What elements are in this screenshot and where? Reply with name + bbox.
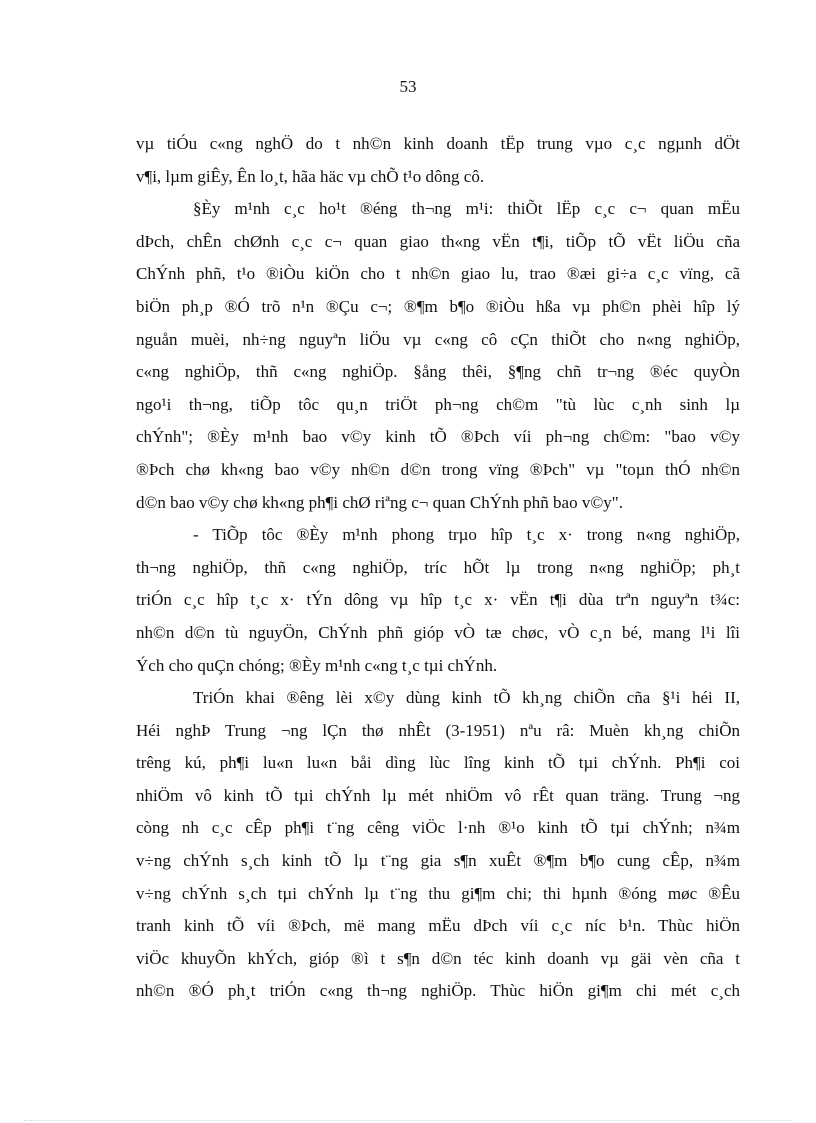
text-line: v÷ng chÝnh s¸ch kinh tÕ lµ t¨ng gia s¶n xuÊt ®¶m b¶o cung cÊp, n¾m: [136, 851, 740, 871]
text-line: tranh kinh tÕ víi ®Þch, më mang mËu dÞch víi c¸c níc b¹n. Thùc hiÖn: [136, 916, 740, 936]
text-line: nguån muèi, nh÷ng nguyªn liÖu vµ c«ng cô cÇn thiÕt cho n«ng nghiÖp,: [136, 329, 740, 349]
text-line: dÞch, chÊn chØnh c¸c c¬ quan giao th«ng vËn t¶i, tiÕp tÕ vËt liÖu cña: [136, 231, 740, 251]
text-line: viÖc khuyÕn khÝch, gióp ®ì t s¶n d©n téc kinh doanh vµ gäi vèn cña t: [136, 948, 740, 968]
text-line: nh©n ®Ó ph¸t triÓn c«ng th¬ng nghiÖp. Thùc hiÖn gi¶m chi mét c¸ch: [136, 981, 740, 1001]
body-text: [136, 128, 740, 1008]
text-line: v¶i, lµm giÊy, Ên lo¸t, hãa häc vµ chÕ t¹o dông cô.: [136, 166, 485, 186]
text-line: Ých cho quÇn chóng; ®Èy m¹nh c«ng t¸c tµi chÝnh.: [136, 655, 498, 675]
text-line: th¬ng nghiÖp, thñ c«ng nghiÖp, tríc hÕt lµ trong n«ng nghiÖp; ph¸t: [136, 557, 740, 577]
page-bottom-divider: [24, 1120, 792, 1121]
text-line: v÷ng chÝnh s¸ch tµi chÝnh lµ t¨ng thu gi¶m chi; thi hµnh ®óng møc ®Êu: [136, 883, 740, 903]
text-line: ®Þch chø kh«ng bao v©y nh©n d©n trong vïng ®Þch" vµ "toµn thÓ nh©n: [136, 459, 740, 479]
paragraph-first-line: §Èy m¹nh c¸c ho¹t ®éng th¬ng m¹i: thiÕt lËp c¸c c¬ quan mËu: [193, 199, 740, 219]
text-line: trêng kú, ph¶i lu«n lu«n båi dìng lùc lîng kinh tÕ tµi chÝnh. Ph¶i coi: [136, 753, 740, 773]
text-line: ngo¹i th¬ng, tiÕp tôc qu¸n triÖt ph¬ng ch©m "tù lùc c¸nh sinh lµ: [136, 394, 740, 414]
text-line: nhiÖm vô kinh tÕ tµi chÝnh lµ mét nhiÖm vô rÊt quan träng. Trung ¬ng: [136, 785, 740, 805]
text-line: ChÝnh phñ, t¹o ®iÒu kiÖn cho t nh©n giao lu, trao ®æi gi÷a c¸c vïng, cã: [136, 264, 740, 284]
paragraph-first-line: TriÓn khai ®êng lèi x©y dùng kinh tÕ kh¸ng chiÕn cña §¹i héi II,: [193, 688, 740, 708]
text-line: biÖn ph¸p ®Ó trõ n¹n ®Çu c¬; ®¶m b¶o ®iÒu hßa vµ ph©n phèi hîp lý: [136, 296, 740, 316]
text-line: Héi nghÞ Trung ¬ng lÇn thø nhÊt (3-1951) nªu râ: Muèn kh¸ng chiÕn: [136, 720, 740, 740]
text-line: d©n bao v©y chø kh«ng ph¶i chØ riªng c¬ quan ChÝnh phñ bao v©y".: [136, 492, 623, 512]
paragraph-first-line: - TiÕp tôc ®Èy m¹nh phong trµo hîp t¸c x· trong n«ng nghiÖp,: [193, 525, 740, 545]
text-line: vµ tiÓu c«ng nghÖ do t nh©n kinh doanh tËp trung vµo c¸c ngµnh dÖt: [136, 134, 740, 153]
text-line: triÓn c¸c hîp t¸c x· tÝn dông vµ hîp t¸c x· vËn t¶i dùa trªn nguyªn t¾c:: [136, 590, 740, 610]
page-number: 53: [399, 77, 417, 96]
text-line: nh©n d©n tù nguyÖn, ChÝnh phñ gióp vÒ tæ chøc, vÒ c¸n bé, mang l¹i lîi: [136, 622, 740, 642]
text-line: c«ng nghiÖp, thñ c«ng nghiÖp. §ång thêi, §¶ng chñ tr¬ng ®éc quyÒn: [136, 362, 740, 382]
text-line: còng nh c¸c cÊp ph¶i t¨ng cêng viÖc l·nh ®¹o kinh tÕ tµi chÝnh; n¾m: [136, 818, 740, 838]
text-line: chÝnh"; ®Èy m¹nh bao v©y kinh tÕ ®Þch víi ph¬ng ch©m: "bao v©y: [136, 427, 740, 447]
